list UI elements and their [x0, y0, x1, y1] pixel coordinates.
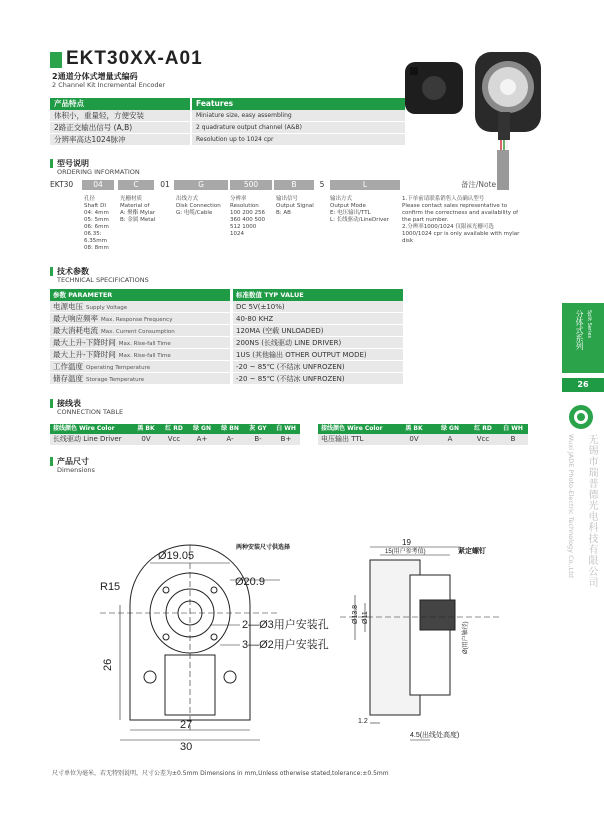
dim-19: 19: [402, 538, 411, 547]
tech-title-cn: 技术参数: [57, 267, 89, 276]
mount-hole: [211, 634, 217, 640]
wire-color-header: 接线颜色 Wire Color: [321, 425, 383, 432]
param-value: -20 ~ 85℃ (不结冰 UNFROZEN): [233, 361, 403, 372]
mode-label: 电压输出 TTL: [321, 435, 364, 443]
table-row: [50, 434, 300, 445]
dim-hole1: 2—Ø3用户安装孔: [242, 619, 329, 631]
param-cn: 最大上升-下降时间: [53, 338, 116, 347]
feature-cn: 分辨率高达1024脉冲: [50, 134, 190, 145]
feature-cn: 2路正交输出信号 (A,B): [50, 122, 190, 133]
param-value: DC 5V(±10%): [233, 301, 403, 312]
dim-d1905: Ø19.05: [158, 550, 195, 562]
feature-cn: 体积小，重量轻，方便安装: [50, 110, 190, 121]
cell: B+: [280, 435, 292, 443]
param-value: 200NS (长线驱动 LINE DRIVER): [233, 337, 403, 348]
dim-15: 15(用户参考值): [385, 549, 426, 555]
mount-hole: [163, 634, 169, 640]
cell: A+: [196, 435, 208, 443]
table-row: [50, 313, 403, 325]
code-bore: 04: [82, 180, 114, 190]
desc-output: 输出信号 Output Signal B: AB: [276, 196, 314, 216]
code-material: C: [118, 180, 154, 190]
title-accent-bar: [50, 52, 62, 68]
cell: Vcc: [167, 435, 181, 443]
company-name-cn: 无锡市瑞普德光电科技有限公司: [586, 434, 597, 588]
subtitle-en: 2 Channel Kit Incremental Encoder: [52, 81, 166, 89]
param-value: 40-80 KHZ: [233, 313, 403, 324]
code-row: [50, 180, 555, 192]
table-row: [50, 349, 403, 361]
company-name-en: Wuxi JADE Photo-Electric Technology Co.,Ltd: [567, 434, 575, 578]
param-en: Storage Temperature: [86, 377, 145, 383]
dim-w30: 30: [180, 741, 193, 753]
param-en: Operating Temperature: [86, 365, 151, 371]
section-bar: [50, 399, 53, 408]
tech-header-value: 标准数值 TYP VALUE: [233, 289, 403, 301]
dim-w27: 27: [180, 719, 193, 731]
cell: Vcc: [476, 435, 490, 443]
connection-table-line-driver: [50, 424, 300, 445]
dimension-drawing: [80, 505, 550, 755]
tech-title-en: TECHNICAL SPECIFICATIONS: [57, 276, 149, 284]
table-row: [318, 434, 528, 445]
table-row: [50, 337, 403, 349]
section-bar: [50, 457, 53, 466]
header-gn: 绿 GN: [440, 425, 460, 432]
header-gn: 绿 GN: [192, 425, 212, 432]
mount-hole-large: [144, 671, 156, 683]
dim-hole2: 3—Ø2用户安装孔: [242, 639, 329, 651]
param-cn: 最大上升-下降时间: [53, 350, 116, 359]
code-prefix: EKT30: [50, 180, 74, 189]
desc-resolution: 分辨率 Resolution 100 200 256 360 400 500 512 1000 1024: [230, 196, 265, 237]
header-bn: 绿 BN: [221, 425, 239, 432]
desc-mode: 输出方式 Output Mode E: 电压输出/TTL L: 长线驱动/LineDriver: [330, 196, 389, 223]
header-gy: 灰 GY: [249, 425, 267, 432]
table-row: [50, 301, 403, 313]
mode-label: 长线驱动 Line Driver: [53, 435, 122, 443]
param-value: 1US (其他输出 OTHER OUTPUT MODE): [233, 349, 403, 360]
desc-bore: 孔径 Shaft DI 04: 4mm 05: 5mm 06: 6mm 06.35: 6.35mm 08: 8mm: [84, 196, 109, 251]
feature-en: 2 quadrature output channel (A&B): [192, 122, 405, 133]
tech-table: [50, 289, 403, 385]
dim-h26: 26: [102, 658, 114, 671]
param-en: Max. Response Frequency: [101, 317, 173, 323]
param-en: Max. Current Consumption: [101, 329, 175, 335]
table-row: [50, 361, 403, 373]
header-bk: 黑 BK: [405, 425, 423, 432]
table-row: [50, 122, 405, 134]
code-fixed-5: 5: [319, 180, 325, 189]
page-title: EKT30XX-A01: [66, 48, 203, 69]
series-label-en: Split Series: [586, 310, 592, 339]
code-fixed: 01: [160, 180, 170, 189]
param-cn: 最大响应频率: [53, 314, 98, 323]
features-col1-header: 产品特点: [50, 98, 190, 110]
note-text: 1.下单前请联系销售人员确认型号 Please contact sales representative to confirm the correctness and availability of the part number. 2.分辨率1000/1024 仅限袜光栅可选 1000/1024 cpr is only available with mylar disk: [402, 196, 520, 244]
code-connection: G: [174, 180, 228, 190]
connection-title-cn: 接线表: [57, 399, 81, 408]
param-en: Supply Voltage: [86, 305, 128, 311]
param-value: 120MA (空载 UNLOADED): [233, 325, 403, 336]
param-cn: 工作温度: [53, 362, 83, 371]
code-mode: L: [330, 180, 400, 190]
param-value: -20 ~ 85℃ (不结冰 UNFROZEN): [233, 373, 403, 384]
dimensions-title-cn: 产品尺寸: [57, 457, 89, 466]
param-cn: 最大消耗电流: [53, 326, 98, 335]
table-row: [50, 325, 403, 337]
param-en: Max. Rise-fall Time: [118, 341, 171, 347]
feature-en: Miniature size, easy assembling: [192, 110, 405, 121]
section-bar: [50, 267, 53, 276]
cell: 0V: [409, 435, 419, 443]
dim-note-box: 两种安装尺寸供选择: [236, 545, 291, 551]
page-number: 26: [562, 378, 604, 392]
mount-hole: [163, 587, 169, 593]
header-bk: 黑 BK: [137, 425, 155, 432]
note-label: 备注/Note: [460, 180, 497, 189]
dim-138: Ø13.8: [352, 604, 359, 624]
footer-note: 尺寸单位为毫米，若无特别说明，尺寸公差为±0.5mm Dimensions in mm,Unless otherwise stated,tolerance:±0.5mm: [52, 770, 389, 777]
dimensions-title-en: Dimensions: [57, 466, 95, 474]
feature-en: Resolution up to 1024 cpr: [192, 134, 405, 145]
param-cn: 储存温度: [53, 374, 83, 383]
dim-screw: 紧定螺钉: [458, 548, 486, 555]
mount-hole-large: [224, 671, 236, 683]
company-logo-icon: [568, 404, 594, 430]
ordering-title-en: ORDERING INFORMATION: [57, 168, 140, 176]
features-table: [50, 98, 405, 146]
connection-table-ttl: [318, 424, 528, 445]
ordering-title-cn: 型号说明: [57, 159, 89, 168]
table-row: [50, 134, 405, 146]
cell: A-: [226, 435, 234, 443]
dim-shaft: Ø(用户轴径): [463, 621, 469, 654]
param-cn: 电源电压: [53, 302, 83, 311]
dim-11: Ø11: [362, 611, 369, 624]
screw: [420, 600, 455, 630]
dim-45: 4.5(出线处高度): [410, 732, 460, 739]
features-col2-header: Features: [192, 98, 405, 110]
table-row: [50, 373, 403, 385]
dim-d209: Ø20.9: [235, 576, 265, 588]
subtitle-cn: 2通道分体式增量式编码: [52, 72, 138, 81]
ordering-code: [50, 180, 555, 251]
code-output: B: [274, 180, 314, 190]
mount-hole: [211, 587, 217, 593]
wire-color-header: 接线颜色 Wire Color: [53, 425, 115, 432]
cell: B: [510, 435, 516, 443]
cell: 0V: [141, 435, 151, 443]
header-wh: 白 WH: [276, 425, 296, 432]
param-en: Max. Rise-fall Time: [118, 353, 171, 359]
header-wh: 白 WH: [503, 425, 523, 432]
connection-title-en: CONNECTION TABLE: [57, 408, 124, 416]
dim-r15: R15: [100, 581, 121, 593]
code-resolution: 500: [230, 180, 272, 190]
header-rd: 红 RD: [165, 425, 183, 432]
section-bar: [50, 159, 53, 168]
product-photo: [405, 42, 545, 192]
header-rd: 红 RD: [474, 425, 492, 432]
cell: B-: [254, 435, 262, 443]
table-row: [50, 110, 405, 122]
desc-material: 光栅材质 Material of A: 聚酯 Mylar B: 金属 Metal: [120, 196, 156, 223]
tech-header-param: 参数 PARAMETER: [50, 289, 230, 301]
dim-12: 1.2: [358, 718, 368, 725]
desc-connection: 出线方式 Disk Connection G: 电缆/Cable: [176, 196, 221, 216]
series-label-cn: 分体式系列: [575, 310, 584, 350]
cell: A: [447, 435, 453, 443]
